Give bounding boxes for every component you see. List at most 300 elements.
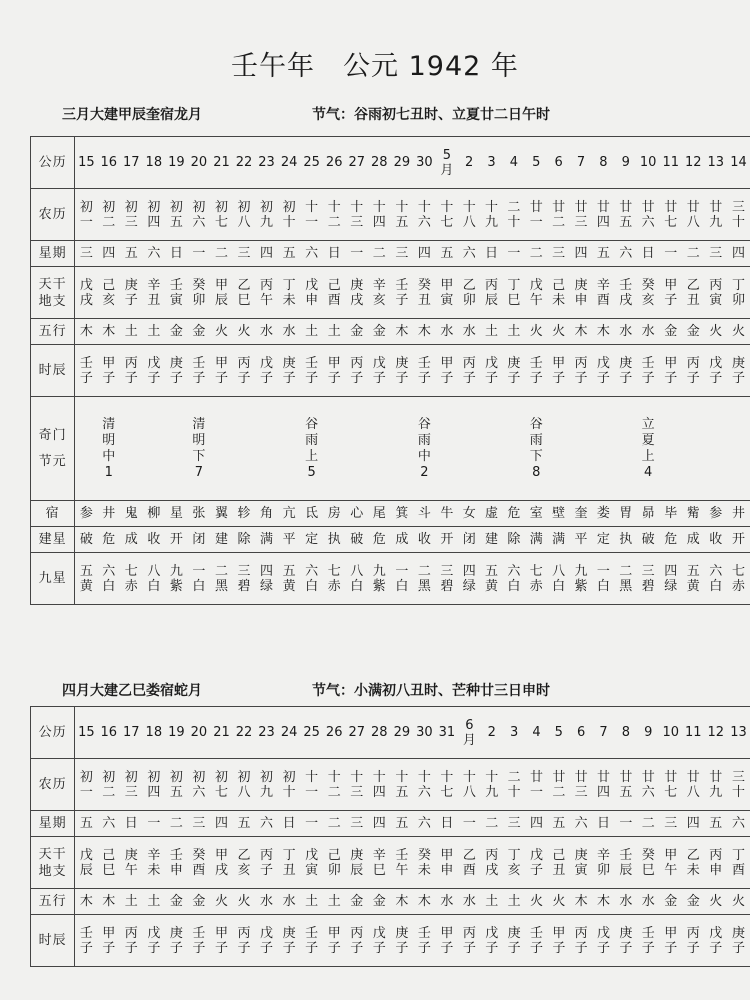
cell: 甲 子 bbox=[97, 915, 120, 967]
cell: 初 一 bbox=[75, 759, 98, 811]
row-2 bbox=[31, 241, 750, 267]
cell: 癸 酉 bbox=[188, 837, 211, 889]
cell bbox=[592, 397, 614, 501]
cell: 壬 子 bbox=[637, 345, 660, 397]
cell: 28 bbox=[368, 137, 391, 189]
cell: 八 白 bbox=[547, 553, 569, 605]
cell: 乙 丑 bbox=[682, 267, 705, 319]
cell: 初 五 bbox=[165, 189, 188, 241]
cell: 庚 午 bbox=[120, 837, 143, 889]
cell: 28 bbox=[368, 707, 391, 759]
row-label: 时辰 bbox=[31, 345, 75, 397]
cell: 19 bbox=[165, 707, 188, 759]
cell: 丁 酉 bbox=[727, 837, 750, 889]
cell: 6 bbox=[547, 137, 569, 189]
row-label: 九星 bbox=[31, 553, 75, 605]
cell: 二 十 bbox=[503, 759, 525, 811]
cell: 29 bbox=[391, 137, 414, 189]
cell: 二 bbox=[481, 811, 503, 837]
cell: 五 bbox=[705, 811, 728, 837]
cell: 乙 未 bbox=[682, 837, 705, 889]
cell: 廿 一 bbox=[525, 189, 547, 241]
cell bbox=[570, 397, 592, 501]
cell: 氐 bbox=[300, 501, 323, 527]
cell: 壬 申 bbox=[165, 837, 188, 889]
cell: 九 紫 bbox=[368, 553, 391, 605]
cell: 一 bbox=[615, 811, 637, 837]
cell: 壬 子 bbox=[75, 345, 98, 397]
cell: 13 bbox=[727, 707, 750, 759]
cell: 柳 bbox=[143, 501, 166, 527]
cell: 十 六 bbox=[413, 189, 436, 241]
cell: 金 bbox=[165, 319, 188, 345]
cell: 三 碧 bbox=[233, 553, 256, 605]
cell: 丙 寅 bbox=[705, 267, 728, 319]
cell: 二 bbox=[323, 811, 346, 837]
cell: 壁 bbox=[547, 501, 569, 527]
cell: 初 二 bbox=[97, 189, 120, 241]
cell: 收 bbox=[705, 527, 728, 553]
row-label: 星期 bbox=[31, 241, 75, 267]
cell: 22 bbox=[233, 137, 256, 189]
cell: 水 bbox=[458, 889, 480, 915]
cell: 金 bbox=[682, 319, 705, 345]
cell: 土 bbox=[503, 319, 525, 345]
cell: 二 十 bbox=[503, 189, 525, 241]
cell: 五 黄 bbox=[480, 553, 502, 605]
cell: 平 bbox=[570, 527, 592, 553]
cell: 九 紫 bbox=[570, 553, 592, 605]
cell: 戊 子 bbox=[255, 915, 278, 967]
cell: 26 bbox=[323, 137, 346, 189]
cell: 3 bbox=[480, 137, 502, 189]
cell: 日 bbox=[323, 241, 346, 267]
cell: 三 bbox=[233, 241, 256, 267]
cell: 水 bbox=[615, 889, 637, 915]
cell: 25 bbox=[300, 707, 323, 759]
cell: 戊 子 bbox=[368, 345, 391, 397]
cell: 壬 子 bbox=[525, 345, 547, 397]
cell: 庚 子 bbox=[391, 345, 414, 397]
cell: 戊 申 bbox=[300, 267, 323, 319]
cell: 庚 申 bbox=[570, 267, 592, 319]
cell: 甲 子 bbox=[323, 345, 346, 397]
row-8 bbox=[31, 527, 750, 553]
row-label: 天干 地支 bbox=[31, 837, 75, 889]
cell: 5 月 bbox=[436, 137, 458, 189]
cell: 四 bbox=[570, 241, 592, 267]
cell: 四 绿 bbox=[659, 553, 682, 605]
cell: 初 三 bbox=[120, 189, 143, 241]
cell: 一 bbox=[300, 811, 323, 837]
cell: 金 bbox=[659, 889, 682, 915]
cell: 十 六 bbox=[413, 759, 436, 811]
row-label: 农历 bbox=[31, 759, 75, 811]
cell: 水 bbox=[436, 889, 459, 915]
cell: 水 bbox=[615, 319, 637, 345]
cell: 27 bbox=[345, 707, 368, 759]
cell: 甲 子 bbox=[659, 345, 682, 397]
cell: 五 bbox=[75, 811, 98, 837]
cell: 二 bbox=[210, 241, 233, 267]
cell: 木 bbox=[75, 319, 98, 345]
cell: 乙 卯 bbox=[458, 267, 480, 319]
cell bbox=[120, 397, 143, 501]
cell: 庚 子 bbox=[503, 915, 525, 967]
cell: 戊 午 bbox=[525, 267, 547, 319]
cell: 三 十 bbox=[727, 759, 750, 811]
cell: 危 bbox=[659, 527, 682, 553]
cell: 初 三 bbox=[120, 759, 143, 811]
cell bbox=[368, 397, 391, 501]
cell: 危 bbox=[503, 501, 525, 527]
cell: 一 白 bbox=[188, 553, 211, 605]
cell: 十 二 bbox=[323, 189, 346, 241]
cell: 初 十 bbox=[278, 189, 301, 241]
cell: 一 bbox=[188, 241, 211, 267]
row-0 bbox=[31, 707, 750, 759]
cell: 15 bbox=[75, 137, 98, 189]
cell: 昴 bbox=[637, 501, 660, 527]
section-heading bbox=[62, 104, 550, 124]
cell: 日 bbox=[480, 241, 502, 267]
cell: 丙 子 bbox=[570, 915, 592, 967]
cell: 11 bbox=[682, 707, 705, 759]
cell: 木 bbox=[570, 319, 592, 345]
cell: 5 bbox=[525, 137, 547, 189]
cell: 开 bbox=[436, 527, 458, 553]
cell: 甲 子 bbox=[323, 915, 346, 967]
cell: 二 bbox=[165, 811, 188, 837]
cell: 火 bbox=[233, 889, 256, 915]
cell: 庚 子 bbox=[391, 915, 414, 967]
cell: 火 bbox=[525, 319, 547, 345]
cell: 虚 bbox=[480, 501, 502, 527]
cell: 2 bbox=[458, 137, 480, 189]
cell: 满 bbox=[525, 527, 547, 553]
cell: 29 bbox=[391, 707, 414, 759]
cell: 木 bbox=[413, 319, 436, 345]
cell: 21 bbox=[210, 707, 233, 759]
cell: 乙 巳 bbox=[233, 267, 256, 319]
cell: 24 bbox=[278, 707, 301, 759]
section-heading bbox=[62, 680, 550, 700]
cell bbox=[143, 397, 166, 501]
cell: 娄 bbox=[592, 501, 614, 527]
cell: 破 bbox=[345, 527, 368, 553]
cell: 三 十 bbox=[727, 189, 750, 241]
page-title: 壬午年 公元 1942 年 bbox=[231, 51, 519, 82]
cell: 廿 九 bbox=[705, 759, 728, 811]
cell: 清 明 下 7 bbox=[188, 397, 211, 501]
cell: 火 bbox=[727, 889, 750, 915]
cell: 三 bbox=[391, 241, 414, 267]
cell: 火 bbox=[727, 319, 750, 345]
cell: 水 bbox=[436, 319, 458, 345]
cell: 廿 四 bbox=[592, 189, 614, 241]
cell: 廿 三 bbox=[570, 759, 592, 811]
cell: 除 bbox=[233, 527, 256, 553]
cell: 廿 五 bbox=[615, 189, 637, 241]
cell bbox=[210, 397, 233, 501]
cell bbox=[436, 397, 458, 501]
cell: 尾 bbox=[368, 501, 391, 527]
cell: 三 bbox=[705, 241, 728, 267]
cell: 木 bbox=[413, 889, 436, 915]
cell: 十 九 bbox=[480, 189, 502, 241]
cell: 收 bbox=[413, 527, 436, 553]
cell: 鬼 bbox=[120, 501, 143, 527]
cell: 己 卯 bbox=[323, 837, 346, 889]
cell: 17 bbox=[120, 707, 143, 759]
cell: 斗 bbox=[413, 501, 436, 527]
cell: 5 bbox=[548, 707, 570, 759]
cell: 庚 辰 bbox=[345, 837, 368, 889]
cell bbox=[165, 397, 188, 501]
cell: 金 bbox=[188, 889, 211, 915]
cell: 水 bbox=[278, 889, 301, 915]
cell: 乙 酉 bbox=[458, 837, 480, 889]
cell: 丙 子 bbox=[120, 915, 143, 967]
cell: 甲 子 bbox=[547, 345, 569, 397]
cell: 庚 子 bbox=[503, 345, 525, 397]
cell: 三 碧 bbox=[436, 553, 458, 605]
cell: 甲 子 bbox=[436, 345, 458, 397]
cell: 执 bbox=[323, 527, 346, 553]
cell: 水 bbox=[255, 319, 278, 345]
cell: 辛 酉 bbox=[592, 267, 614, 319]
cell: 18 bbox=[143, 707, 166, 759]
cell: 丁 亥 bbox=[503, 837, 525, 889]
cell: 9 bbox=[637, 707, 659, 759]
cell: 六 bbox=[97, 811, 120, 837]
cell: 辛 未 bbox=[143, 837, 166, 889]
cell: 壬 子 bbox=[391, 267, 414, 319]
cell: 辛 巳 bbox=[368, 837, 391, 889]
cell: 胃 bbox=[615, 501, 637, 527]
cell bbox=[659, 397, 682, 501]
cell: 庚 子 bbox=[615, 915, 637, 967]
cell: 甲 子 bbox=[97, 345, 120, 397]
cell: 五 bbox=[548, 811, 570, 837]
cell: 房 bbox=[323, 501, 346, 527]
cell: 戊 子 bbox=[143, 915, 166, 967]
cell: 16 bbox=[97, 707, 120, 759]
cell: 廿 三 bbox=[570, 189, 592, 241]
cell: 土 bbox=[300, 319, 323, 345]
cell: 成 bbox=[682, 527, 705, 553]
cell: 初 六 bbox=[188, 189, 211, 241]
cell: 初 九 bbox=[255, 189, 278, 241]
cell: 一 bbox=[345, 241, 368, 267]
cell: 奎 bbox=[570, 501, 592, 527]
cell: 日 bbox=[637, 241, 660, 267]
cell: 19 bbox=[165, 137, 188, 189]
cell: 六 bbox=[413, 811, 436, 837]
cell: 七 赤 bbox=[727, 553, 750, 605]
cell: 壬 子 bbox=[188, 345, 211, 397]
cell: 箕 bbox=[391, 501, 414, 527]
cell: 庚 子 bbox=[727, 345, 750, 397]
cell: 壬 子 bbox=[300, 345, 323, 397]
cell: 10 bbox=[659, 707, 682, 759]
cell: 六 bbox=[570, 811, 592, 837]
cell: 参 bbox=[705, 501, 728, 527]
cell: 丙 子 bbox=[120, 345, 143, 397]
cell: 十 五 bbox=[391, 759, 414, 811]
cell: 一 bbox=[458, 811, 480, 837]
cell: 木 bbox=[391, 889, 414, 915]
cell: 癸 卯 bbox=[188, 267, 211, 319]
cell: 四 bbox=[97, 241, 120, 267]
cell: 十 一 bbox=[300, 189, 323, 241]
cell: 丙 子 bbox=[345, 915, 368, 967]
cell: 三 bbox=[547, 241, 569, 267]
cell: 木 bbox=[391, 319, 414, 345]
cell: 己 酉 bbox=[323, 267, 346, 319]
cell: 15 bbox=[75, 707, 98, 759]
cell: 七 赤 bbox=[525, 553, 547, 605]
cell: 三 bbox=[188, 811, 211, 837]
row-label: 时辰 bbox=[31, 915, 75, 967]
cell: 甲 子 bbox=[548, 915, 570, 967]
cell: 初 九 bbox=[255, 759, 278, 811]
cell: 轸 bbox=[233, 501, 256, 527]
cell: 戊 寅 bbox=[300, 837, 323, 889]
cell: 庚 子 bbox=[615, 345, 637, 397]
cell: 二 黑 bbox=[615, 553, 637, 605]
cell: 庚 子 bbox=[727, 915, 750, 967]
cell: 土 bbox=[300, 889, 323, 915]
cell: 初 八 bbox=[233, 759, 256, 811]
cell: 22 bbox=[233, 707, 256, 759]
cell: 建 bbox=[480, 527, 502, 553]
cell: 戊 子 bbox=[368, 915, 391, 967]
cell: 七 赤 bbox=[120, 553, 143, 605]
cell: 初 二 bbox=[97, 759, 120, 811]
cell: 一 bbox=[659, 241, 682, 267]
cell: 翼 bbox=[210, 501, 233, 527]
cell: 一 白 bbox=[592, 553, 614, 605]
cell: 乙 亥 bbox=[233, 837, 256, 889]
cell: 四 绿 bbox=[458, 553, 480, 605]
cell: 丙 子 bbox=[255, 837, 278, 889]
cell: 丙 申 bbox=[705, 837, 728, 889]
cell: 金 bbox=[188, 319, 211, 345]
row-3 bbox=[31, 267, 750, 319]
cell: 清 明 中 1 bbox=[97, 397, 120, 501]
cell: 甲 戌 bbox=[210, 837, 233, 889]
cell: 土 bbox=[323, 889, 346, 915]
cell: 金 bbox=[345, 889, 368, 915]
cell: 六 bbox=[255, 811, 278, 837]
cell: 四 bbox=[413, 241, 436, 267]
cell: 廿 五 bbox=[615, 759, 637, 811]
cell: 土 bbox=[120, 319, 143, 345]
cell: 壬 辰 bbox=[615, 837, 637, 889]
cell: 8 bbox=[592, 137, 614, 189]
calendar-table bbox=[30, 706, 750, 967]
cell: 危 bbox=[368, 527, 391, 553]
cell: 九 紫 bbox=[165, 553, 188, 605]
cell: 辛 亥 bbox=[368, 267, 391, 319]
cell: 23 bbox=[255, 707, 278, 759]
cell: 己 未 bbox=[547, 267, 569, 319]
cell: 金 bbox=[368, 889, 391, 915]
cell: 木 bbox=[570, 889, 592, 915]
cell: 木 bbox=[97, 889, 120, 915]
cell: 丁 巳 bbox=[503, 267, 525, 319]
cell: 三 bbox=[503, 811, 525, 837]
cell: 癸 未 bbox=[413, 837, 436, 889]
cell: 火 bbox=[705, 889, 728, 915]
cell: 十 九 bbox=[481, 759, 503, 811]
cell: 初 四 bbox=[143, 189, 166, 241]
cell: 角 bbox=[255, 501, 278, 527]
cell bbox=[547, 397, 569, 501]
cell: 戊 子 bbox=[705, 345, 728, 397]
cell: 廿 六 bbox=[637, 189, 660, 241]
cell: 壬 子 bbox=[75, 915, 98, 967]
cell: 十 四 bbox=[368, 759, 391, 811]
cell: 8 bbox=[615, 707, 637, 759]
cell: 闭 bbox=[188, 527, 211, 553]
cell: 27 bbox=[345, 137, 368, 189]
cell: 甲 子 bbox=[659, 915, 682, 967]
cell: 五 bbox=[436, 241, 458, 267]
cell: 八 白 bbox=[143, 553, 166, 605]
cell: 戊 戌 bbox=[75, 267, 98, 319]
cell: 2 bbox=[481, 707, 503, 759]
cell: 谷 雨 中 2 bbox=[413, 397, 436, 501]
cell: 7 bbox=[570, 137, 592, 189]
cell: 20 bbox=[188, 707, 211, 759]
cell: 井 bbox=[727, 501, 750, 527]
row-4 bbox=[31, 889, 750, 915]
cell: 五 黄 bbox=[278, 553, 301, 605]
cell: 六 bbox=[300, 241, 323, 267]
cell: 戊 子 bbox=[592, 345, 614, 397]
cell: 庚 子 bbox=[278, 915, 301, 967]
cell: 三 bbox=[345, 811, 368, 837]
cell: 廿 七 bbox=[659, 759, 682, 811]
cell bbox=[727, 397, 750, 501]
cell: 12 bbox=[705, 707, 728, 759]
cell: 25 bbox=[300, 137, 323, 189]
cell: 3 bbox=[503, 707, 525, 759]
cell: 开 bbox=[165, 527, 188, 553]
cell: 丙 辰 bbox=[480, 267, 502, 319]
cell: 星 bbox=[165, 501, 188, 527]
row-3 bbox=[31, 837, 750, 889]
cell: 廿 九 bbox=[705, 189, 728, 241]
cell: 壬 子 bbox=[300, 915, 323, 967]
cell: 土 bbox=[143, 889, 166, 915]
cell: 丙 子 bbox=[233, 915, 256, 967]
cell: 五 bbox=[120, 241, 143, 267]
cell: 己 丑 bbox=[548, 837, 570, 889]
cell: 壬 子 bbox=[413, 345, 436, 397]
cell: 壬 子 bbox=[413, 915, 436, 967]
cell: 丙 子 bbox=[570, 345, 592, 397]
cell: 己 亥 bbox=[97, 267, 120, 319]
cell: 四 bbox=[255, 241, 278, 267]
row-label: 公历 bbox=[31, 707, 75, 759]
cell: 21 bbox=[210, 137, 233, 189]
cell: 室 bbox=[525, 501, 547, 527]
cell: 十 七 bbox=[436, 189, 458, 241]
cell: 初 五 bbox=[165, 759, 188, 811]
